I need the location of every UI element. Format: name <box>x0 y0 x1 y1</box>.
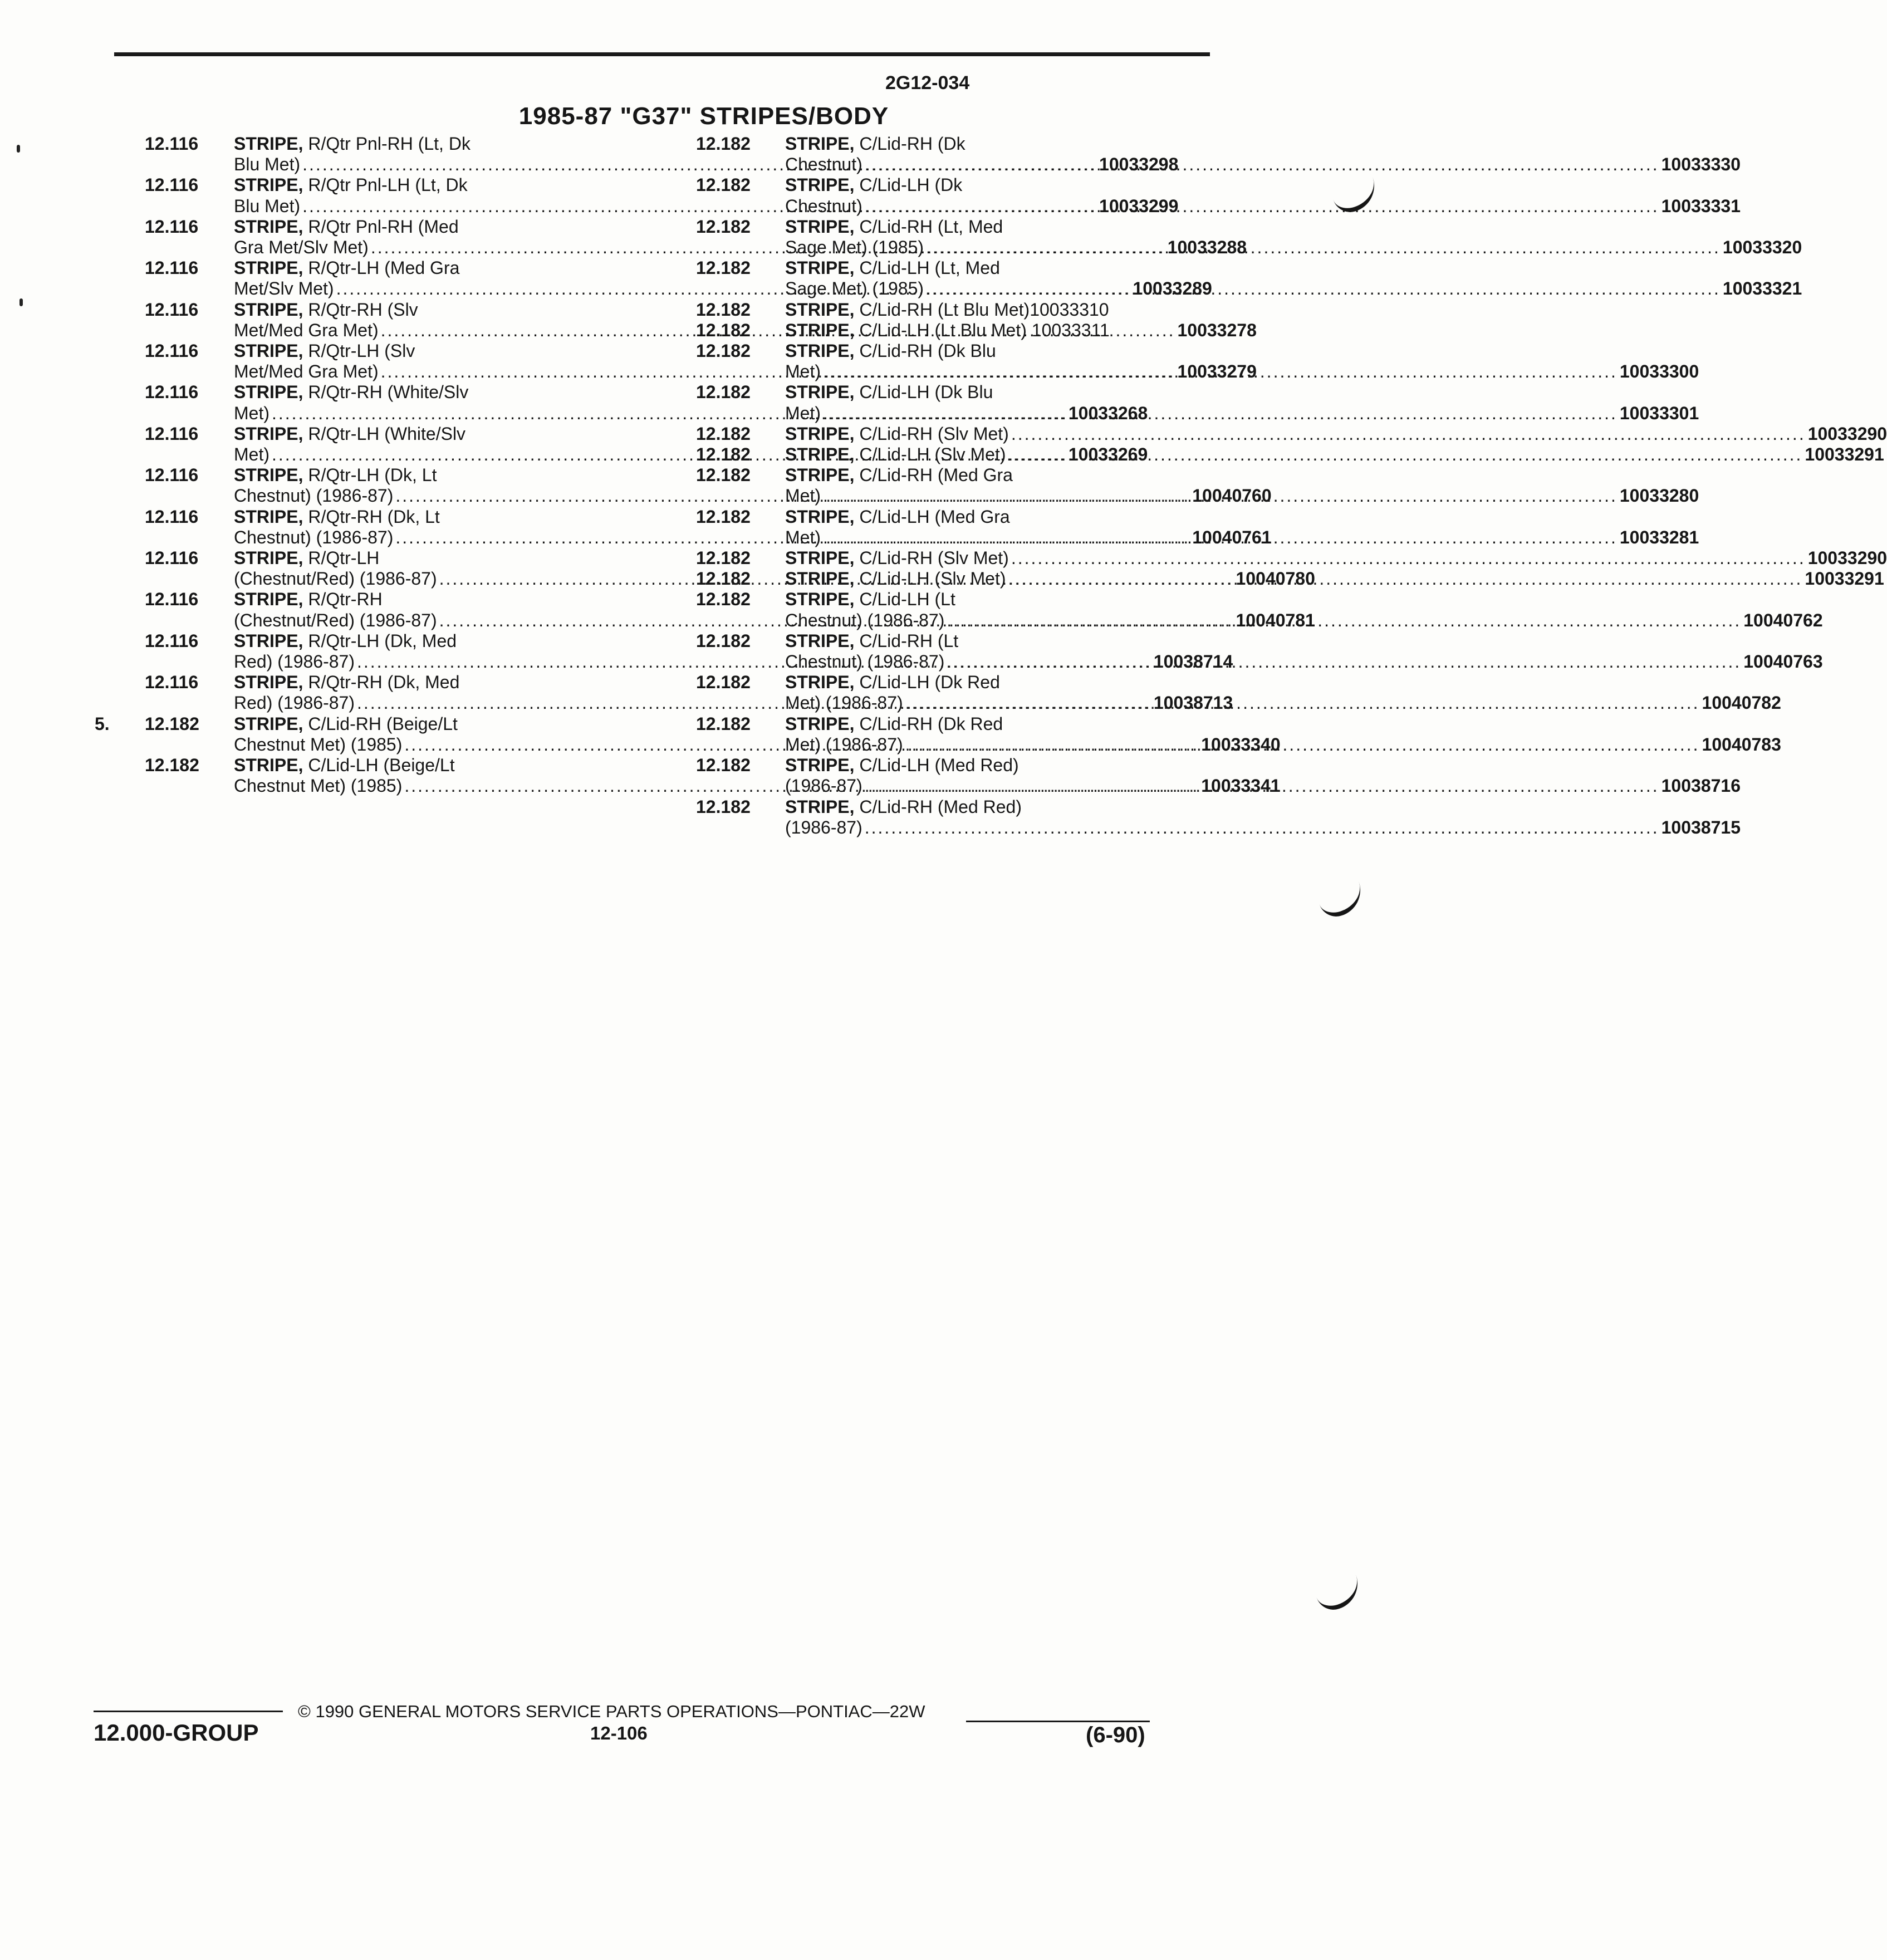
part-description: R/Qtr Pnl-RH (Lt, Dk <box>308 134 470 154</box>
dot-leader <box>823 361 1618 382</box>
reference-number: 12.182 <box>696 672 751 693</box>
part-number: 10033331 <box>1661 195 1741 216</box>
part-number: 10033280 <box>1619 486 1699 506</box>
part-number: 10033320 <box>1722 237 1802 258</box>
entry-body <box>785 258 1802 299</box>
entry-body <box>785 631 1823 672</box>
part-description-cont: Chestnut) <box>785 195 862 216</box>
part-keyword: STRIPE, <box>785 796 855 817</box>
entry-line-1 <box>785 134 1741 154</box>
part-description: C/Lid-RH (Beige/Lt <box>308 713 458 734</box>
part-description: R/Qtr-RH <box>308 589 383 610</box>
entry-line-2 <box>785 403 1699 424</box>
part-description: C/Lid-LH (Lt <box>859 589 955 610</box>
entry-line-2 <box>785 817 1741 838</box>
top-rule <box>114 52 1210 56</box>
reference-number: 12.116 <box>145 548 199 569</box>
entry-body <box>785 217 1802 258</box>
part-keyword: STRIPE, <box>785 299 855 320</box>
part-description-cont: Sage Met) (1985) <box>785 237 924 258</box>
entry-line-1 <box>785 341 1699 361</box>
part-number: 10040761 <box>1192 527 1272 547</box>
part-keyword: STRIPE, <box>234 423 303 444</box>
binder-mark-2 <box>1317 882 1368 921</box>
callout-number <box>95 755 145 796</box>
parts-entry <box>696 175 1741 216</box>
part-description-cont: Chestnut Met) (1985) <box>234 734 403 754</box>
reference-number: 12.116 <box>145 672 199 693</box>
hole-mark-2 <box>19 298 23 306</box>
entry-body <box>785 672 1781 713</box>
part-number: 10033299 <box>1099 195 1179 216</box>
part-keyword: STRIPE, <box>234 630 303 651</box>
reference-number: 12.182 <box>696 258 751 278</box>
entry-line-2 <box>785 776 1741 796</box>
reference-number: 12.116 <box>145 589 199 610</box>
part-keyword: STRIPE, <box>234 216 303 237</box>
part-keyword: STRIPE, <box>234 465 303 486</box>
dot-leader <box>1008 444 1803 465</box>
part-description: R/Qtr-LH (Dk, Lt <box>308 465 437 486</box>
part-description: R/Qtr-RH (Dk, Lt <box>308 506 440 527</box>
part-number: 10033269 <box>1068 444 1148 465</box>
dot-leader <box>926 237 1721 258</box>
reference-number: 12.182 <box>696 589 751 610</box>
part-keyword: STRIPE, <box>785 258 855 278</box>
part-number: 10040781 <box>1236 610 1315 630</box>
part-keyword: STRIPE, <box>785 423 855 444</box>
dot-leader <box>823 403 1618 424</box>
part-keyword: STRIPE, <box>234 258 303 278</box>
reference-number: 12.116 <box>145 630 199 651</box>
entry-line-2 <box>785 693 1781 713</box>
reference-number: 12.116 <box>145 341 199 361</box>
part-description-cont: (Chestnut/Red) (1986-87) <box>234 569 437 589</box>
part-number: 10040783 <box>1702 734 1781 754</box>
callout-number <box>95 672 145 713</box>
part-description: R/Qtr-RH (Dk, Med <box>308 672 460 693</box>
part-number: 10038714 <box>1153 651 1233 672</box>
part-number: 10033330 <box>1661 154 1741 175</box>
footer-rule-left <box>94 1711 283 1712</box>
part-description: C/Lid-RH (Med Gra <box>859 465 1013 486</box>
part-description-cont: Met) <box>234 444 269 465</box>
entry-line-1 <box>785 465 1699 486</box>
part-description-cont: Gra Met/Slv Met) <box>234 237 369 258</box>
part-description-cont: Met/Slv Met) <box>234 278 334 299</box>
part-description: C/Lid-RH (Lt, Med <box>859 216 1003 237</box>
part-description: R/Qtr Pnl-RH (Med <box>308 216 459 237</box>
part-keyword: STRIPE, <box>234 175 303 195</box>
part-description: C/Lid-LH (Lt Blu Met) 10033311 <box>859 320 1110 340</box>
part-number: 10033290 <box>1807 548 1887 569</box>
entry-line-1 <box>785 320 1214 341</box>
entry-line-1 <box>785 424 1887 444</box>
entry-body <box>785 320 1214 341</box>
part-keyword: STRIPE, <box>234 134 303 154</box>
part-number: 10040782 <box>1702 693 1781 713</box>
part-description: R/Qtr-LH (Dk, Med <box>308 630 457 651</box>
entry-body <box>785 382 1699 423</box>
callout-number <box>95 300 145 341</box>
entry-line-2 <box>785 154 1741 175</box>
dot-leader <box>865 776 1659 796</box>
part-keyword: STRIPE, <box>785 382 855 403</box>
entry-body <box>785 755 1741 796</box>
part-keyword: STRIPE, <box>234 672 303 693</box>
entry-line-2 <box>785 278 1802 299</box>
footer-group-label: 12.000-GROUP <box>94 1719 259 1746</box>
entry-line-2 <box>785 527 1699 548</box>
dot-leader <box>823 486 1618 506</box>
entry-line-1 <box>785 569 1884 589</box>
part-number: 10033288 <box>1167 237 1247 258</box>
part-keyword: STRIPE, <box>785 630 855 651</box>
part-description: R/Qtr-LH <box>308 548 380 569</box>
parts-entry <box>696 320 1214 341</box>
dot-leader <box>926 278 1721 299</box>
entry-line-2 <box>785 237 1802 258</box>
entry-body <box>785 300 1214 320</box>
reference-number: 12.116 <box>145 216 199 237</box>
part-number: 10033290 <box>1807 423 1887 444</box>
part-number: 10040763 <box>1743 651 1823 672</box>
callout-number <box>95 631 145 672</box>
part-description: C/Lid-RH (Dk Red <box>859 713 1003 734</box>
entry-line-1 <box>785 507 1699 527</box>
part-description-cont: Met) <box>234 403 269 423</box>
parts-entry <box>696 548 1887 569</box>
part-keyword: STRIPE, <box>785 175 855 195</box>
reference-number: 12.182 <box>696 630 751 651</box>
part-description: R/Qtr Pnl-LH (Lt, Dk <box>308 175 468 195</box>
parts-entry <box>696 300 1214 320</box>
part-keyword: STRIPE, <box>785 134 855 154</box>
part-description: C/Lid-RH (Dk <box>859 134 965 154</box>
reference-number: 12.116 <box>145 299 199 320</box>
reference-number: 12.182 <box>696 755 751 776</box>
footer-date: (6-90) <box>1086 1723 1145 1747</box>
callout-number <box>95 341 145 382</box>
entry-line-2 <box>785 651 1823 672</box>
part-description: C/Lid-LH (Med Gra <box>859 506 1010 527</box>
part-description: R/Qtr-LH (Slv <box>308 341 415 361</box>
part-keyword: STRIPE, <box>234 548 303 569</box>
entry-body <box>785 714 1781 755</box>
entry-line-1 <box>785 589 1823 610</box>
entry-body <box>785 424 1887 444</box>
reference-number: 12.116 <box>145 175 199 195</box>
part-description-cont: Blu Met) <box>234 154 301 175</box>
page-code: 2G12-034 <box>885 72 970 94</box>
reference-number: 12.182 <box>696 506 751 527</box>
part-number: 10033291 <box>1805 444 1884 465</box>
part-description: C/Lid-RH (Slv Met) <box>859 423 1009 444</box>
reference-number: 12.182 <box>145 713 199 734</box>
part-keyword: STRIPE, <box>785 320 855 340</box>
reference-number: 12.182 <box>696 216 751 237</box>
part-number: 10040780 <box>1236 569 1315 589</box>
part-keyword: STRIPE, <box>785 713 855 734</box>
entry-body <box>785 444 1884 465</box>
part-description-cont: Red) (1986-87) <box>234 651 355 672</box>
entry-line-2 <box>785 610 1823 631</box>
part-description-cont: (1986-87) <box>785 776 862 796</box>
entry-line-1 <box>785 300 1214 320</box>
reference-number: 12.116 <box>145 465 199 486</box>
parts-entry <box>696 672 1781 713</box>
part-number: 10033321 <box>1722 278 1802 299</box>
part-description: C/Lid-LH (Dk <box>859 175 963 195</box>
part-keyword: STRIPE, <box>785 216 855 237</box>
reference-number: 12.182 <box>696 796 751 817</box>
part-description-cont: Chestnut) (1986-87) <box>234 527 394 547</box>
callout-number: 5. <box>95 713 110 734</box>
part-number: 10033281 <box>1619 527 1699 547</box>
part-description: C/Lid-RH (Lt Blu Met)10033310 <box>859 299 1109 320</box>
parts-entry <box>696 444 1884 465</box>
callout-number <box>95 134 145 175</box>
part-number: 10033278 <box>1177 320 1257 340</box>
part-description: C/Lid-LH (Dk Blu <box>859 382 993 403</box>
part-number: 10033340 <box>1201 734 1281 754</box>
binder-mark-3 <box>1314 1575 1365 1614</box>
part-number: 10033291 <box>1805 569 1884 589</box>
reference-number: 12.182 <box>696 382 751 403</box>
part-keyword: STRIPE, <box>234 299 303 320</box>
entry-body <box>785 797 1741 838</box>
part-number: 10033268 <box>1068 403 1148 423</box>
part-keyword: STRIPE, <box>785 341 855 361</box>
entry-line-1 <box>785 548 1887 569</box>
callout-number <box>95 175 145 216</box>
parts-entry <box>696 134 1741 175</box>
parts-entry <box>696 258 1802 299</box>
reference-number: 12.182 <box>696 341 751 361</box>
dot-leader <box>1008 569 1803 589</box>
part-keyword: STRIPE, <box>234 506 303 527</box>
part-description-cont: Met) (1986-87) <box>785 693 903 713</box>
entry-line-1 <box>785 672 1781 693</box>
part-number: 10040760 <box>1192 486 1272 506</box>
footer-page-number: 12-106 <box>590 1723 648 1743</box>
entry-line-1 <box>785 631 1823 651</box>
page-title: 1985-87 "G37" STRIPES/BODY <box>518 102 889 130</box>
part-description: R/Qtr-RH (Slv <box>308 299 418 320</box>
reference-number: 12.182 <box>696 548 751 569</box>
part-keyword: STRIPE, <box>785 506 855 527</box>
callout-number <box>95 465 145 506</box>
entry-line-2 <box>785 486 1699 506</box>
part-number: 10033301 <box>1619 403 1699 423</box>
reference-number: 12.182 <box>696 713 751 734</box>
reference-number: 12.182 <box>696 423 751 444</box>
part-description-cont: Met) <box>785 486 821 506</box>
part-description-cont: Met/Med Gra Met) <box>234 361 379 382</box>
part-number: 10033279 <box>1177 361 1257 382</box>
part-number: 10040762 <box>1743 610 1823 630</box>
reference-number: 12.182 <box>696 299 751 320</box>
part-description-cont: Chestnut) <box>785 154 862 175</box>
part-description: R/Qtr-LH (Med Gra <box>308 258 460 278</box>
part-description: C/Lid-LH (Lt, Med <box>859 258 1000 278</box>
part-keyword: STRIPE, <box>234 341 303 361</box>
part-number: 10033298 <box>1099 154 1179 175</box>
part-keyword: STRIPE, <box>785 589 855 610</box>
reference-number: 12.182 <box>696 134 751 154</box>
hole-mark-1 <box>17 145 20 153</box>
callout-number <box>95 507 145 548</box>
dot-leader <box>905 693 1700 713</box>
part-description: C/Lid-LH (Med Red) <box>859 755 1019 776</box>
part-keyword: STRIPE, <box>234 382 303 403</box>
reference-number: 12.182 <box>696 465 751 486</box>
callout-number <box>95 548 145 589</box>
part-description-cont: Met/Med Gra Met) <box>234 320 379 340</box>
reference-number: 12.116 <box>145 258 199 278</box>
part-description-cont: Chestnut) (1986-87) <box>785 651 945 672</box>
dot-leader <box>1011 548 1806 569</box>
reference-number: 12.182 <box>145 755 199 776</box>
part-number: 10033300 <box>1619 361 1699 382</box>
entry-body <box>785 465 1699 506</box>
entry-line-1 <box>785 217 1802 237</box>
part-description: C/Lid-LH (Dk Red <box>859 672 1000 693</box>
part-keyword: STRIPE, <box>234 713 303 734</box>
entry-body <box>785 341 1699 382</box>
part-description-cont: Sage Met) (1985) <box>785 278 924 299</box>
part-description-cont: Met) <box>785 403 821 423</box>
dot-leader <box>865 154 1659 175</box>
part-description-cont: Blu Met) <box>234 195 301 216</box>
part-description: R/Qtr-RH (White/Slv <box>308 382 469 403</box>
part-keyword: STRIPE, <box>785 444 855 465</box>
part-keyword: STRIPE, <box>785 755 855 776</box>
entry-line-1 <box>785 755 1741 776</box>
entry-line-1 <box>785 714 1781 734</box>
part-description-cont: (1986-87) <box>785 817 862 837</box>
part-description: C/Lid-RH (Dk Blu <box>859 341 996 361</box>
entry-line-1 <box>785 382 1699 403</box>
part-description: C/Lid-RH (Slv Met) <box>859 548 1009 569</box>
entry-body <box>785 175 1741 216</box>
part-keyword: STRIPE, <box>785 569 855 589</box>
part-description: C/Lid-RH (Med Red) <box>859 796 1022 817</box>
part-description: C/Lid-LH (Slv Met) <box>859 444 1006 465</box>
part-description-cont: Met) <box>785 361 821 382</box>
parts-entry <box>696 382 1699 423</box>
entry-line-1 <box>785 258 1802 278</box>
entry-line-2 <box>785 196 1741 217</box>
dot-leader <box>905 734 1700 755</box>
dot-leader <box>865 196 1659 217</box>
part-description-cont: Met) <box>785 527 821 547</box>
callout-number <box>95 217 145 258</box>
part-keyword: STRIPE, <box>785 548 855 569</box>
footer-rule-right <box>966 1721 1150 1722</box>
reference-number: 12.116 <box>145 506 199 527</box>
part-number: 10033289 <box>1133 278 1212 299</box>
part-description-cont: Chestnut) (1986-87) <box>785 610 945 630</box>
part-description-cont: Met) (1986-87) <box>785 734 903 754</box>
part-description-cont: (Chestnut/Red) (1986-87) <box>234 610 437 630</box>
part-number: 10038715 <box>1661 817 1741 837</box>
parts-entry <box>696 423 1887 444</box>
part-keyword: STRIPE, <box>785 465 855 486</box>
entry-line-1 <box>785 797 1741 817</box>
callout-number <box>95 258 145 299</box>
parts-entry <box>696 630 1823 672</box>
entry-body <box>785 569 1884 589</box>
entry-body <box>785 507 1699 548</box>
part-number: 10033341 <box>1201 776 1281 796</box>
part-number: 10038713 <box>1153 693 1233 713</box>
part-keyword: STRIPE, <box>234 589 303 610</box>
entry-body <box>785 589 1823 630</box>
entry-body <box>785 548 1887 569</box>
entry-line-2 <box>785 734 1781 755</box>
part-number: 10038716 <box>1661 776 1741 796</box>
part-description-cont: Chestnut Met) (1985) <box>234 776 403 796</box>
entry-line-2 <box>785 361 1699 382</box>
reference-number: 12.182 <box>696 320 751 340</box>
callout-number <box>95 589 145 630</box>
reference-number: 12.182 <box>696 175 751 195</box>
parts-entry <box>696 216 1802 258</box>
entry-line-1 <box>785 444 1884 465</box>
reference-number: 12.182 <box>696 444 751 465</box>
part-description-cont: Chestnut) (1986-87) <box>234 486 394 506</box>
dot-leader <box>865 817 1659 838</box>
part-keyword: STRIPE, <box>234 755 303 776</box>
part-description: R/Qtr-LH (White/Slv <box>308 423 466 444</box>
callout-number <box>95 382 145 423</box>
reference-number: 12.182 <box>696 569 751 589</box>
reference-number: 12.116 <box>145 423 199 444</box>
parts-entry <box>696 796 1741 838</box>
entry-body <box>785 134 1741 175</box>
part-keyword: STRIPE, <box>785 672 855 693</box>
footer-copyright: © 1990 GENERAL MOTORS SERVICE PARTS OPERATIONS—PONTIAC—22W <box>298 1702 925 1721</box>
part-description: C/Lid-LH (Beige/Lt <box>308 755 455 776</box>
reference-number: 12.116 <box>145 134 199 154</box>
entry-line-1 <box>785 175 1741 195</box>
reference-number: 12.116 <box>145 382 199 403</box>
dot-leader <box>947 651 1741 672</box>
dot-leader <box>1011 424 1806 444</box>
dot-leader <box>947 610 1741 631</box>
callout-number <box>95 424 145 465</box>
dot-leader <box>823 527 1618 548</box>
part-description-cont: Red) (1986-87) <box>234 693 355 713</box>
part-description: C/Lid-LH (Slv Met) <box>859 569 1006 589</box>
part-description: C/Lid-RH (Lt <box>859 630 959 651</box>
